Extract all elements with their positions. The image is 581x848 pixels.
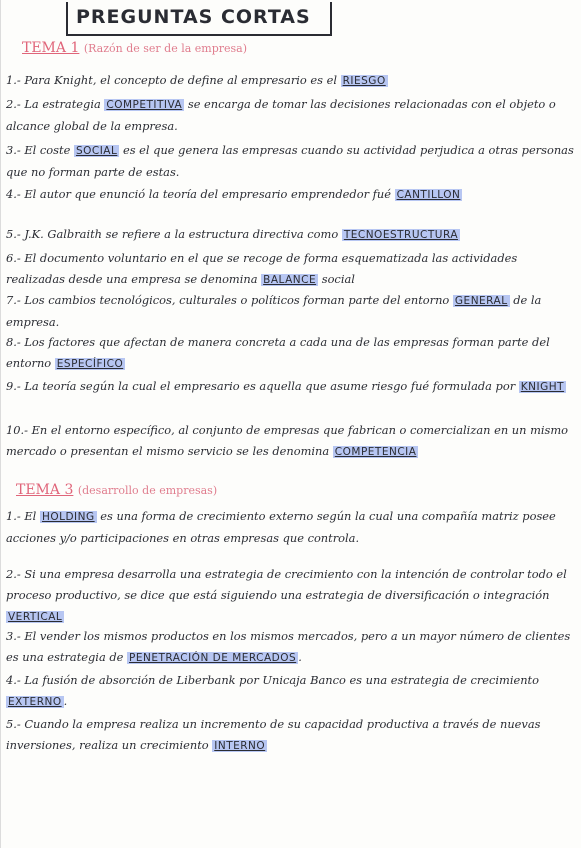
page-title: PREGUNTAS CORTAS <box>76 6 311 28</box>
answer-highlight: COMPETITIVA <box>106 99 183 111</box>
tema-3-subtitle: (desarrollo de empresas) <box>77 484 218 497</box>
question-text: Los cambios tecnológicos, culturales o políticos forman parte del entorno <box>24 293 453 307</box>
question-text: 7.- <box>6 293 21 307</box>
question-text: En el entorno específico, al conjunto de empresas que fabrican o comercializan en un mismo mercado o presentan el mismo servicio se les denomina <box>6 423 569 458</box>
question-text: es una forma de crecimiento externo según la cual una compañía matriz posee acciones y/o participaciones en otras empresas que controla. <box>6 509 556 545</box>
question-t1-2 <box>6 94 578 137</box>
question-text: 8.- <box>6 335 21 349</box>
question-text: 9.- <box>6 379 21 393</box>
question-text: 1.- <box>6 73 21 87</box>
question-t1-5 <box>6 224 578 246</box>
answer-highlight: ESPECÍFICO <box>56 358 124 370</box>
question-t1-1 <box>6 70 578 92</box>
question-t3-4 <box>6 670 578 713</box>
question-text: 6.- <box>6 251 21 265</box>
answer-highlight: INTERNO <box>214 740 266 752</box>
question-t1-7 <box>6 290 578 333</box>
answer-highlight: EXTERNO <box>8 696 62 708</box>
answer-highlight: VERTICAL <box>8 611 63 623</box>
question-text: Los factores que afectan de manera concreta a cada una de las empresas forman parte del entorno <box>6 335 550 370</box>
question-text: El vender los mismos productos en los mismos mercados, pero a un mayor número de clientes es una estrategia de <box>6 629 571 664</box>
tema-1-subtitle: (Razón de ser de la empresa) <box>83 42 248 55</box>
question-text: El coste <box>24 143 74 157</box>
answer-highlight: HOLDING <box>41 511 95 523</box>
answer-highlight: PENETRACIÓN DE MERCADOS <box>129 652 297 664</box>
question-text: 5.- <box>6 227 21 241</box>
answer-highlight: RIESGO <box>342 75 386 87</box>
question-t3-2 <box>6 564 578 628</box>
question-text: 5.- <box>6 717 21 731</box>
question-text: 10.- <box>6 423 28 437</box>
question-text: J.K. Galbraith se refiere a la estructura directiva como <box>24 227 342 241</box>
question-text: La teoría según la cual el empresario es aquella que asume riesgo fué formulada por <box>24 379 519 393</box>
question-text: 3.- <box>6 629 21 643</box>
answer-highlight: TECNOESTRUCTURA <box>343 229 459 241</box>
question-text: 4.- <box>6 673 21 687</box>
question-t3-3 <box>6 626 578 669</box>
question-text: es el que genera las empresas cuando su actividad perjudica a otras personas que no forman parte de estas. <box>6 143 574 179</box>
tema-3-heading <box>16 482 217 498</box>
question-text: . <box>298 650 302 664</box>
question-text: La fusión de absorción de Liberbank por Unicaja Banco es una estrategia de crecimiento <box>24 673 539 687</box>
question-text: se encarga de tomar las decisiones relacionadas con el objeto o alcance global de la empresa. <box>6 97 556 133</box>
tema-3-label: TEMA 3 <box>16 482 74 498</box>
page-margin-line <box>0 0 1 848</box>
question-text: 1.- <box>6 509 21 523</box>
answer-highlight: SOCIAL <box>75 145 118 157</box>
question-t3-5 <box>6 714 578 757</box>
question-text: de la empresa. <box>6 293 542 329</box>
answer-highlight: KNIGHT <box>520 381 565 393</box>
question-t1-10 <box>6 420 578 463</box>
question-t3-1 <box>6 506 578 549</box>
question-text: Si una empresa desarrolla una estrategia de crecimiento con la intención de controlar todo el proceso productivo, se dice que está siguiendo una estrategia de diversificación o integración <box>6 567 567 602</box>
question-text: social <box>318 272 355 286</box>
tema-1-heading <box>22 40 247 56</box>
question-text: 4.- <box>6 187 21 201</box>
question-text: El documento voluntario en el que se recoge de forma esquematizada las actividades realizadas desde una empresa se denomina <box>6 251 518 286</box>
question-t1-3 <box>6 140 578 183</box>
answer-highlight: COMPETENCIA <box>334 446 417 458</box>
question-text: La estrategia <box>24 97 105 111</box>
question-text: 2.- <box>6 97 21 111</box>
question-text: Para Knight, el concepto de define al empresario es el <box>24 73 341 87</box>
question-text: 2.- <box>6 567 21 581</box>
question-text: El <box>24 509 40 523</box>
question-text: Cuando la empresa realiza un incremento de su capacidad productiva a través de nuevas inversiones, realiza un crecimiento <box>6 717 541 752</box>
question-t1-6 <box>6 248 578 291</box>
question-t1-8 <box>6 332 578 375</box>
answer-highlight: BALANCE <box>263 274 317 286</box>
question-t1-4 <box>6 184 578 206</box>
question-text: . <box>63 694 68 708</box>
question-text: 3.- <box>6 143 21 157</box>
tema-1-label: TEMA 1 <box>22 40 80 56</box>
answer-highlight: GENERAL <box>454 295 508 307</box>
question-text: El autor que enunció la teoría del empresario emprendedor fué <box>24 187 395 201</box>
question-t1-9 <box>6 376 578 398</box>
answer-highlight: CANTILLON <box>396 189 461 201</box>
